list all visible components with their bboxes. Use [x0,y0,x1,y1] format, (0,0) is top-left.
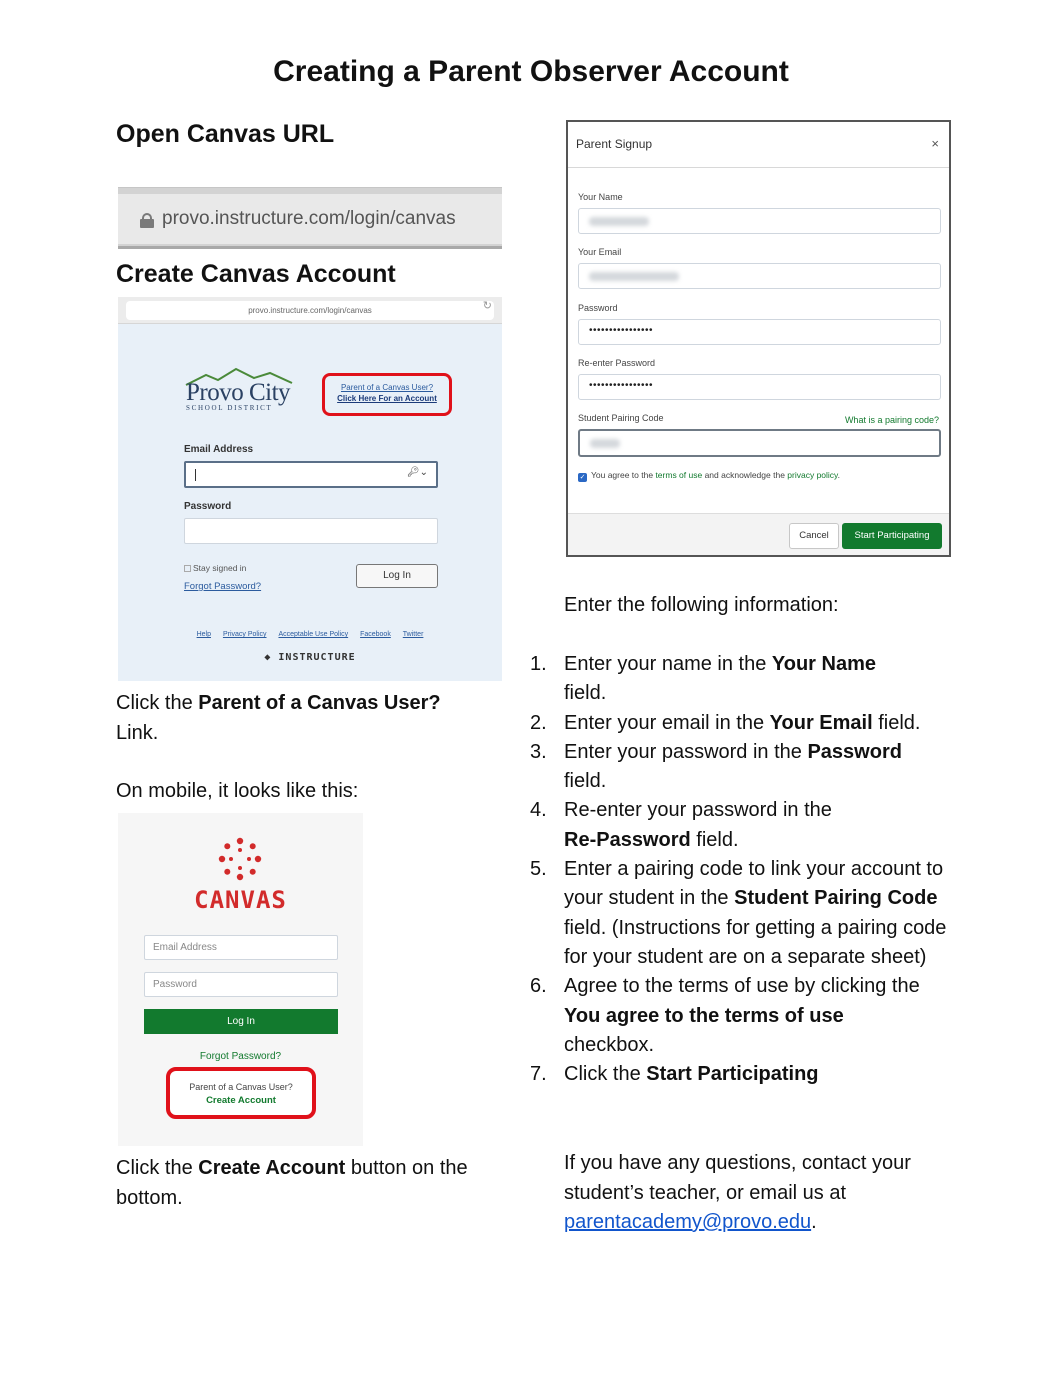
parent-signup-screenshot [566,120,951,557]
mobile-login-button[interactable]: Log In [144,1009,338,1034]
steps-list [530,650,960,1089]
list-item: 4. Re-enter your password in the Re-Password field. [530,799,832,851]
url-bar-screenshot [118,187,502,249]
mobile-login-screenshot [118,813,363,1146]
parent-of-canvas-user-link[interactable]: Parent of a Canvas User? Click Here For an Account [322,373,452,416]
cancel-button[interactable]: Cancel [789,523,839,549]
footer-link-help[interactable]: Help [196,631,211,638]
canvas-logo-icon [218,837,262,881]
your-email-field[interactable] [578,263,941,289]
password-field[interactable]: •••••••••••••••• [578,319,941,345]
checkbox-checked-icon[interactable]: ✓ [579,474,586,481]
provo-city-logo: Provo City SCHOOL DISTRICT [184,367,299,415]
list-item: 3. Enter your password in the Password field. [530,740,902,793]
agree-terms-checkbox[interactable]: ✓ You agree to the terms of use and acknowledge the privacy policy. [579,470,841,481]
address-bar: provo.instructure.com/login/canvas [126,301,494,320]
reenter-password-field[interactable]: •••••••••••••••• [578,374,941,400]
canvas-wordmark: CANVAS [194,886,287,914]
what-is-pairing-code-link[interactable]: What is a pairing code? [844,415,939,425]
terms-of-use-link[interactable]: terms of use [655,470,703,480]
stay-signed-in-checkbox[interactable]: Stay signed in [184,563,246,573]
list-item: 7. Click the Start Participating [530,1063,819,1086]
reenter-password-label: Re-enter Password [578,358,656,368]
password-label: Password [578,303,618,313]
lock-icon [140,213,154,228]
email-field[interactable] [184,461,438,488]
mobile-password-field[interactable]: Password [144,972,338,997]
canvas-login-screenshot [118,297,502,681]
page-title: Creating a Parent Observer Account [273,55,789,88]
pairing-code-field[interactable] [578,429,941,457]
pairing-code-label: Student Pairing Code [578,413,664,423]
heading-create-canvas-account: Create Canvas Account [116,260,396,288]
email-label: Email Address [184,444,254,455]
your-email-label: Your Email [578,247,622,257]
list-item: 5. Enter a pairing code to link your account to your student in the Student Pairing Code field. (Instructions for getting a pairing code for your student are on a separate sheet) [530,858,947,968]
login-button[interactable]: Log In [356,564,438,588]
click-parent-instruction: Click the Parent of a Canvas User? Link. [116,692,441,744]
footer-link-twitter[interactable]: Twitter [402,631,424,638]
forgot-password-link[interactable]: Forgot Password? [184,581,262,592]
mobile-create-account-button[interactable]: Parent of a Canvas User? Create Account [166,1067,316,1119]
contact-email-link[interactable]: parentacademy@provo.edu [564,1211,812,1233]
url-text: provo.instructure.com/login/canvas [162,208,456,229]
your-name-label: Your Name [578,192,623,202]
list-item: 2. Enter your email in the Your Email field. [530,711,921,734]
password-field[interactable] [184,518,438,544]
list-item: 1. Enter your name in the Your Name field. [530,653,876,705]
close-icon[interactable]: × [931,136,939,151]
list-item: 6. Agree to the terms of use by clicking the You agree to the terms of use checkbox. [530,975,920,1056]
footer-link-aup[interactable]: Acceptable Use Policy [278,631,349,638]
footer-links [118,631,502,638]
footer-link-privacy[interactable]: Privacy Policy [222,631,267,638]
contact-paragraph: If you have any questions, contact your student’s teacher, or email us at parentacademy@provo.edu. [564,1152,911,1233]
start-participating-button[interactable]: Start Participating [842,523,942,549]
reload-icon: ↻ [482,300,492,312]
click-create-instruction: Click the Create Account button on the bottom. [116,1157,468,1209]
mobile-forgot-password-link[interactable]: Forgot Password? [199,1051,282,1062]
footer-link-facebook[interactable]: Facebook [360,631,391,638]
your-name-field[interactable] [578,208,941,234]
privacy-policy-link[interactable]: privacy policy [787,470,838,480]
heading-open-canvas-url: Open Canvas URL [116,120,335,148]
key-icon: 🔑︎⌄ [406,467,428,478]
password-label: Password [184,501,232,512]
steps-intro: Enter the following information: [564,594,839,616]
instructure-logo: ◆ INSTRUCTURE [264,652,356,663]
dialog-title: Parent Signup [576,137,653,151]
mobile-email-field[interactable]: Email Address [144,935,338,960]
mobile-intro: On mobile, it looks like this: [116,780,359,802]
